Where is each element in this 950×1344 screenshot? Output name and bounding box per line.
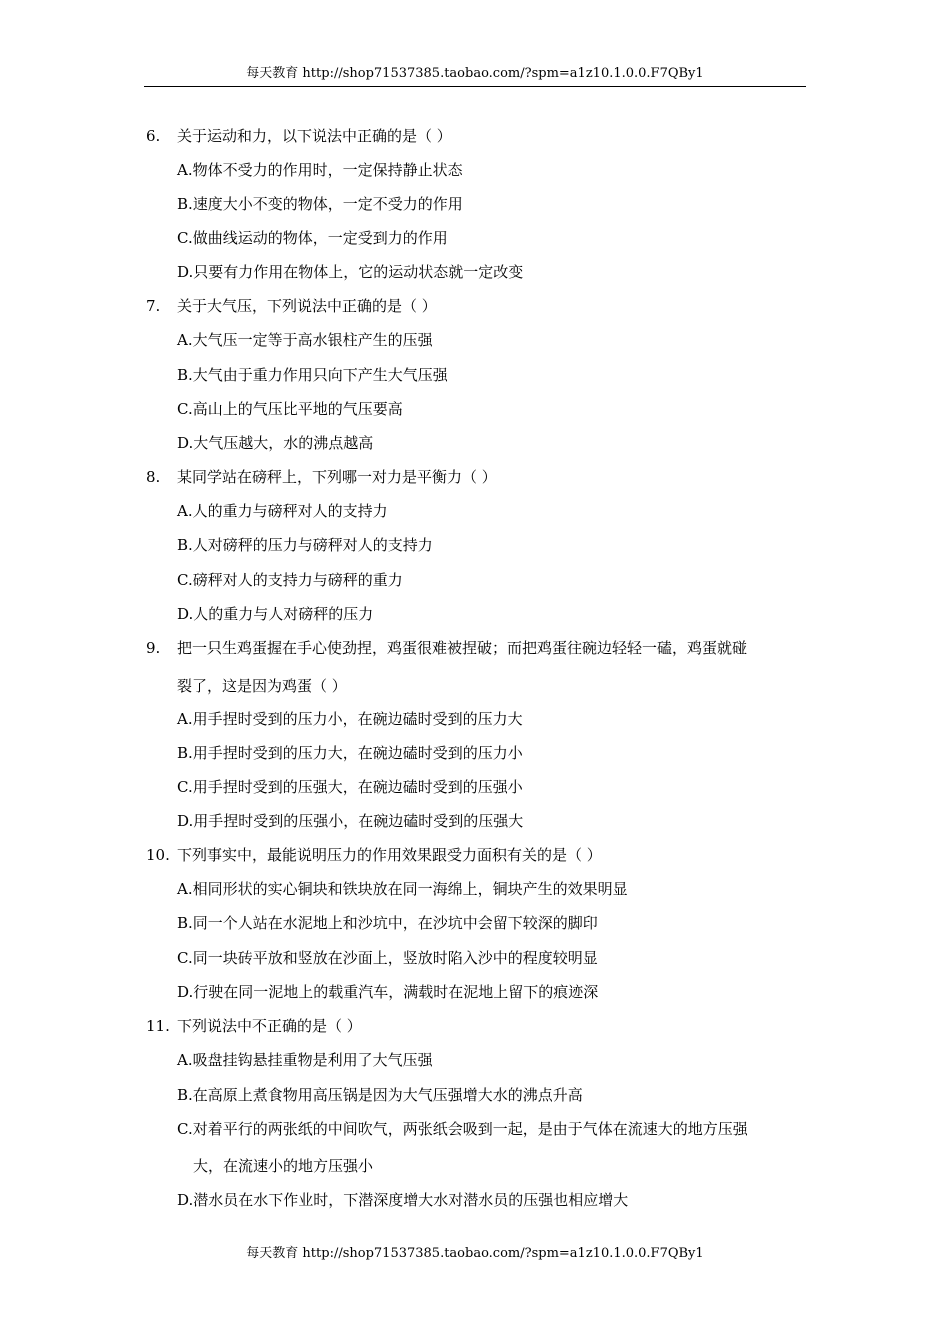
question-9-option-d: D.用手捏时受到的压强小，在碗边磕时受到的压强大 bbox=[177, 812, 524, 830]
question-8-stem: 某同学站在磅秤上，下列哪一对力是平衡力（ ） bbox=[177, 468, 497, 486]
question-11-option-b: B.在高原上煮食物用高压锅是因为大气压强增大水的沸点升高 bbox=[177, 1086, 583, 1104]
question-7-option-d: D.大气压越大，水的沸点越高 bbox=[177, 434, 374, 452]
question-7-stem: 关于大气压，下列说法中正确的是（ ） bbox=[177, 297, 437, 315]
question-10-number: 10. bbox=[146, 846, 170, 864]
question-7-option-c: C.高山上的气压比平地的气压要高 bbox=[177, 400, 403, 418]
question-10-stem: 下列事实中，最能说明压力的作用效果跟受力面积有关的是（ ） bbox=[177, 846, 602, 864]
question-8-option-a: A.人的重力与磅秤对人的支持力 bbox=[177, 502, 388, 520]
question-8-number: 8. bbox=[146, 468, 161, 486]
question-9-stem-continuation: 裂了，这是因为鸡蛋（ ） bbox=[177, 677, 347, 695]
question-11-stem: 下列说法中不正确的是（ ） bbox=[177, 1017, 362, 1035]
question-8-option-d: D.人的重力与人对磅秤的压力 bbox=[177, 605, 374, 623]
question-6-option-a: A.物体不受力的作用时，一定保持静止状态 bbox=[177, 161, 463, 179]
question-7-number: 7. bbox=[146, 297, 161, 315]
question-11-option-d: D.潜水员在水下作业时，下潜深度增大水对潜水员的压强也相应增大 bbox=[177, 1191, 629, 1209]
question-10-option-a: A.相同形状的实心铜块和铁块放在同一海绵上，铜块产生的效果明显 bbox=[177, 880, 628, 898]
question-6-option-c: C.做曲线运动的物体，一定受到力的作用 bbox=[177, 229, 448, 247]
question-9-option-a: A.用手捏时受到的压力小，在碗边磕时受到的压力大 bbox=[177, 710, 523, 728]
question-10-option-b: B.同一个人站在水泥地上和沙坑中，在沙坑中会留下较深的脚印 bbox=[177, 914, 598, 932]
page-footer bbox=[144, 1246, 806, 1262]
question-11-number: 11. bbox=[146, 1017, 170, 1035]
header-text: 每天教育 http://shop71537385.taobao.com/?spm=a1z10.1.0.0.F7QBy1 bbox=[246, 66, 704, 81]
page-header bbox=[144, 66, 806, 87]
question-7-option-a: A.大气压一定等于高水银柱产生的压强 bbox=[177, 331, 433, 349]
question-9-option-c: C.用手捏时受到的压强大，在碗边磕时受到的压强小 bbox=[177, 778, 523, 796]
question-10-option-d: D.行驶在同一泥地上的载重汽车，满载时在泥地上留下的痕迹深 bbox=[177, 983, 599, 1001]
question-11-option-c: C.对着平行的两张纸的中间吹气，两张纸会吸到一起，是由于气体在流速大的地方压强 bbox=[177, 1120, 748, 1138]
question-11-option-c-continuation: 大，在流速小的地方压强小 bbox=[193, 1157, 374, 1175]
question-9-stem: 把一只生鸡蛋握在手心使劲捏，鸡蛋很难被捏破；而把鸡蛋往碗边轻轻一磕，鸡蛋就碰 bbox=[177, 639, 748, 657]
question-7-option-b: B.大气由于重力作用只向下产生大气压强 bbox=[177, 366, 448, 384]
question-9-option-b: B.用手捏时受到的压力大，在碗边磕时受到的压力小 bbox=[177, 744, 523, 762]
footer-text: 每天教育 http://shop71537385.taobao.com/?spm=a1z10.1.0.0.F7QBy1 bbox=[246, 1246, 704, 1261]
question-6-number: 6. bbox=[146, 127, 161, 145]
question-6-option-d: D.只要有力作用在物体上，它的运动状态就一定改变 bbox=[177, 263, 524, 281]
question-10-option-c: C.同一块砖平放和竖放在沙面上，竖放时陷入沙中的程度较明显 bbox=[177, 949, 598, 967]
question-8-option-c: C.磅秤对人的支持力与磅秤的重力 bbox=[177, 571, 403, 589]
question-9-number: 9. bbox=[146, 639, 161, 657]
question-11-option-a: A.吸盘挂钩悬挂重物是利用了大气压强 bbox=[177, 1051, 433, 1069]
question-6-option-b: B.速度大小不变的物体，一定不受力的作用 bbox=[177, 195, 463, 213]
question-6-stem: 关于运动和力，以下说法中正确的是（ ） bbox=[177, 127, 452, 145]
question-8-option-b: B.人对磅秤的压力与磅秤对人的支持力 bbox=[177, 536, 433, 554]
